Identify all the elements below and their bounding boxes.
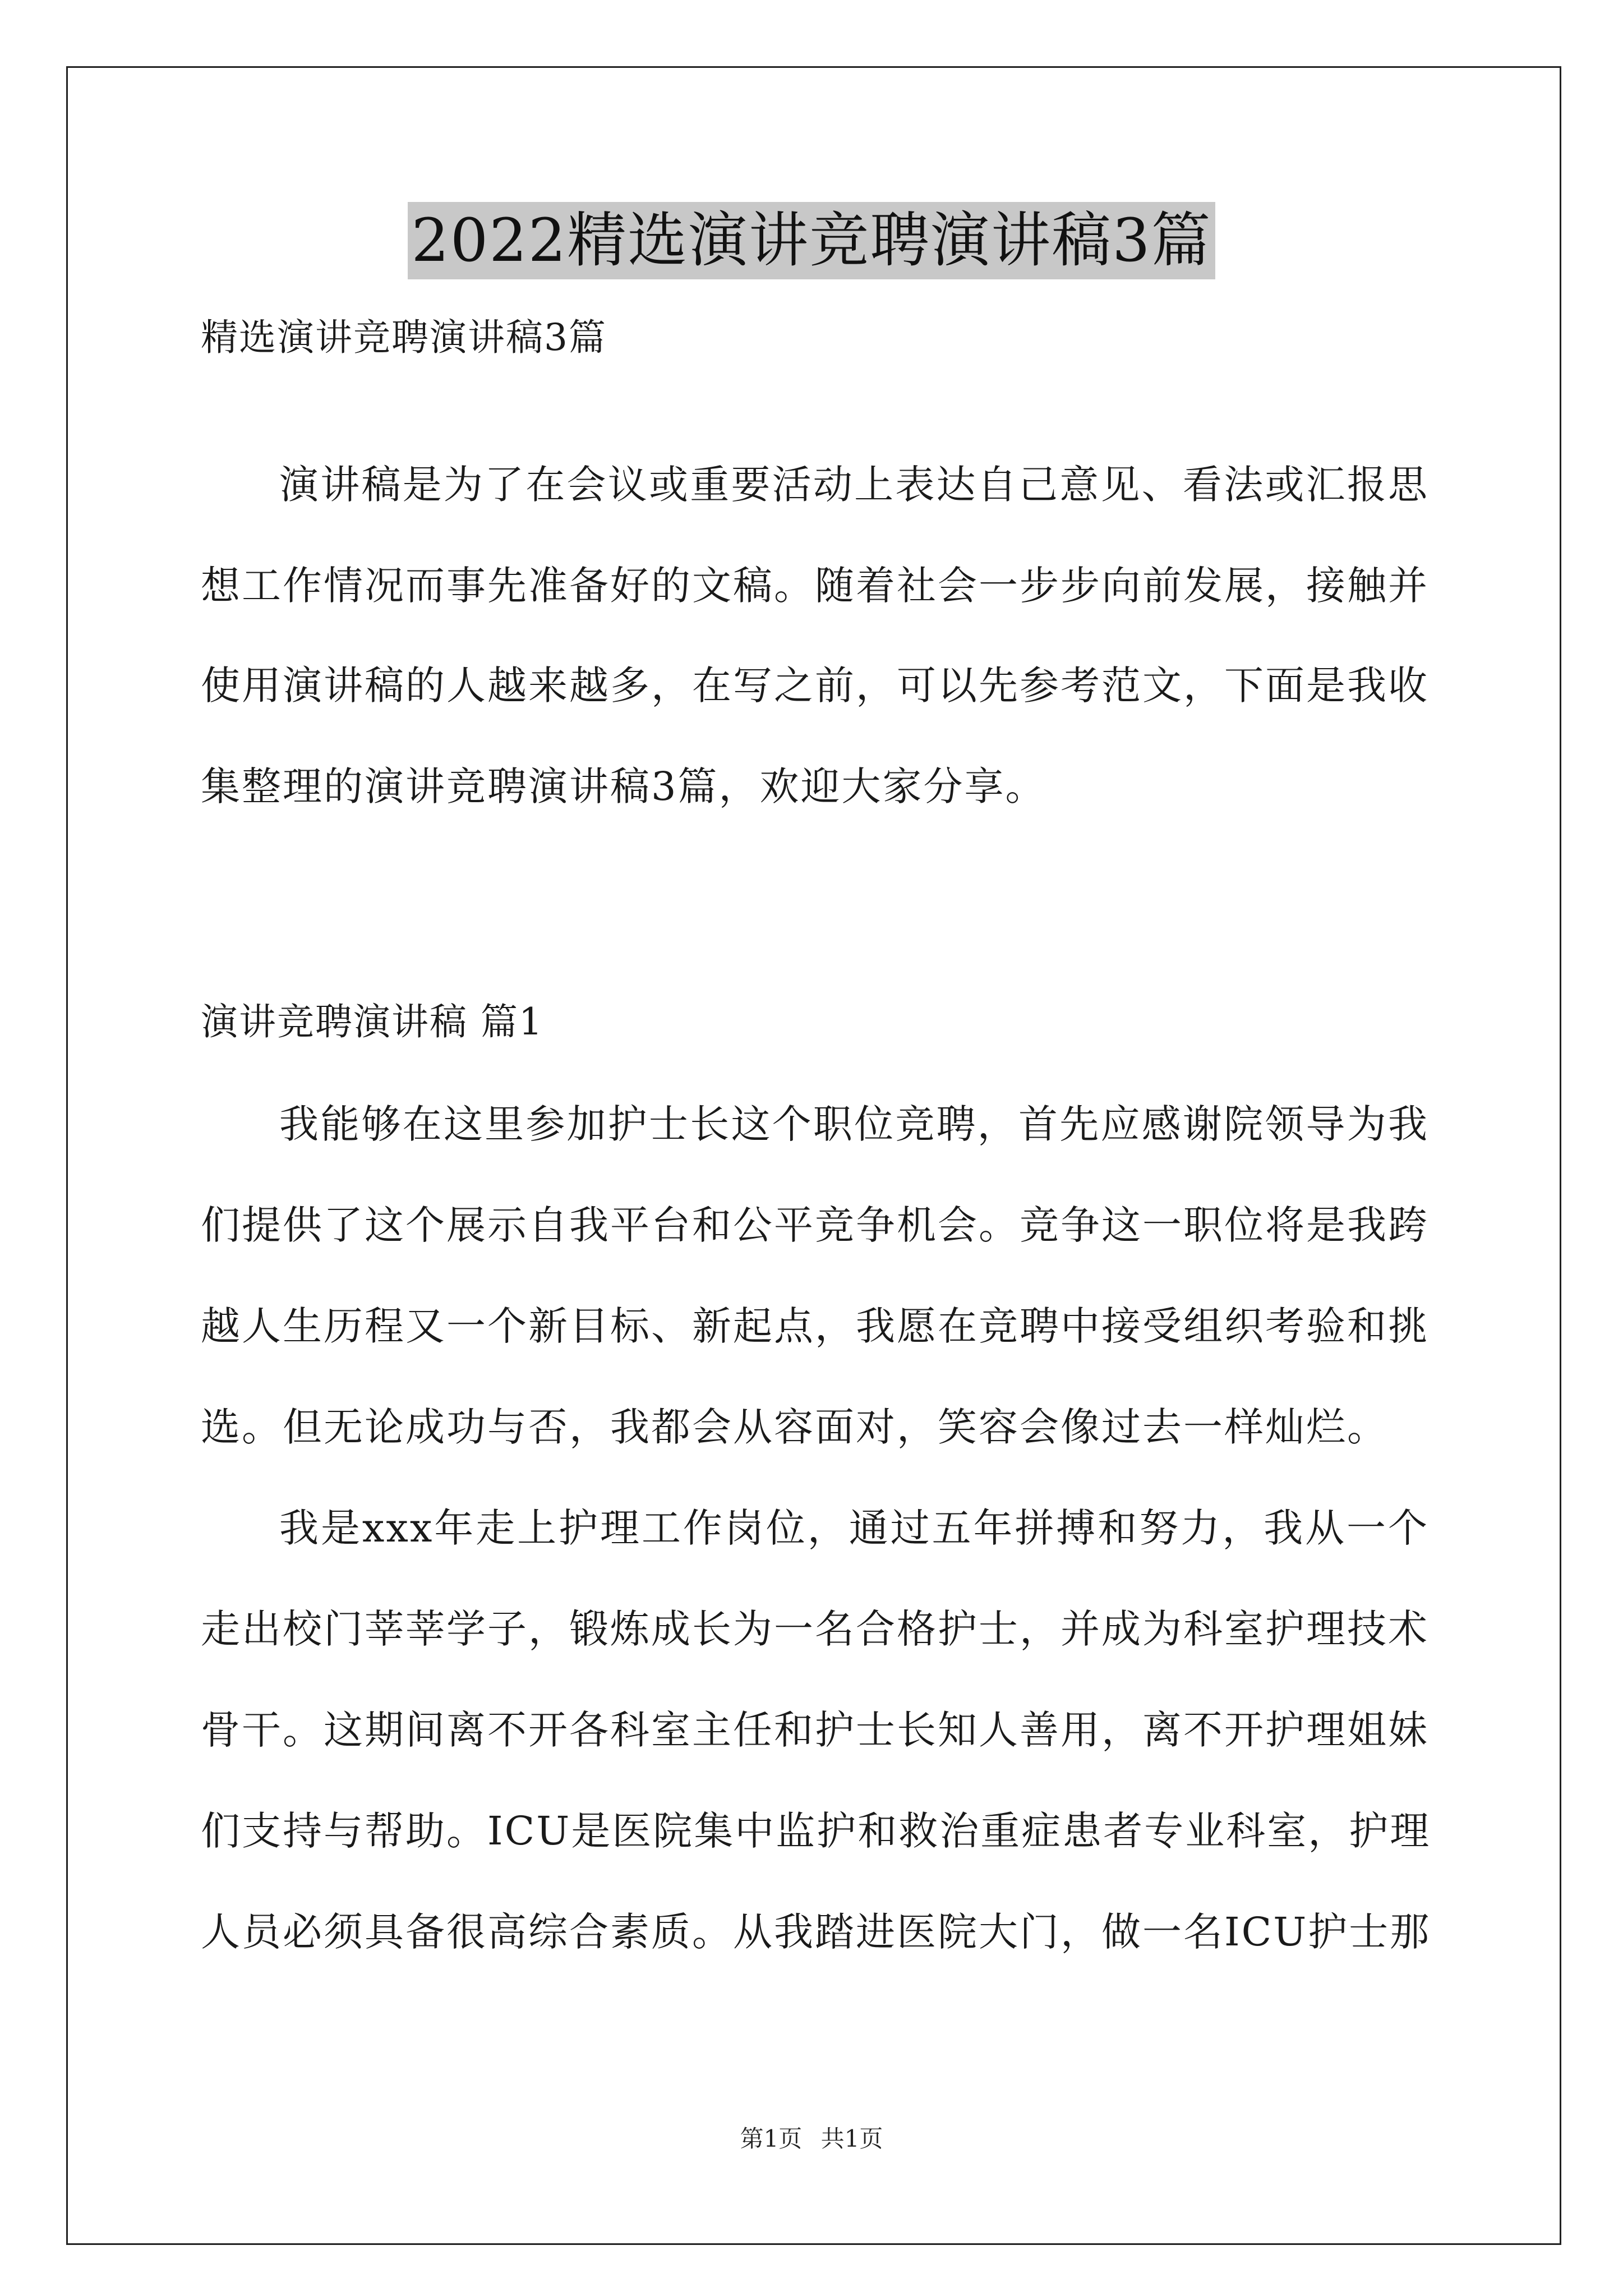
intro-line-3: 使用演讲稿的人越来越多，在写之前，可以先参考范文，下面是我收 [201, 662, 1429, 708]
para1-line-3: 越人生历程又一个新目标、新起点，我愿在竞聘中接受组织考验和挑 [201, 1303, 1429, 1349]
para2-line-1: 我是xxx年走上护理工作岗位，通过五年拼搏和努力，我从一个 [279, 1505, 1429, 1551]
intro-line-2: 想工作情况而事先准备好的文稿。随着社会一步步向前发展，接触并 [201, 563, 1429, 609]
para1-line-4: 选。但无论成功与否，我都会从容面对，笑容会像过去一样灿烂。 [201, 1404, 1388, 1450]
document-subtitle: 精选演讲竞聘演讲稿3篇 [201, 316, 607, 359]
title-container [0, 202, 1623, 279]
page-footer [0, 2120, 1623, 2154]
section-heading-1: 演讲竞聘演讲稿 篇1 [201, 1000, 543, 1043]
document-title: 2022精选演讲竞聘演讲稿3篇 [408, 202, 1215, 279]
para1-line-1: 我能够在这里参加护士长这个职位竞聘，首先应感谢院领导为我 [279, 1101, 1429, 1147]
para1-line-2: 们提供了这个展示自我平台和公平竞争机会。竞争这一职位将是我跨 [201, 1202, 1429, 1248]
intro-line-1: 演讲稿是为了在会议或重要活动上表达自己意见、看法或汇报思 [279, 462, 1429, 508]
para2-line-4: 们支持与帮助。ICU是医院集中监护和救治重症患者专业科室，护理 [201, 1808, 1431, 1854]
para2-line-5: 人员必须具备很高综合素质。从我踏进医院大门，做一名ICU护士那 [201, 1909, 1431, 1955]
page-total: 共1页 [820, 2125, 883, 2152]
para2-line-3: 骨干。这期间离不开各科室主任和护士长知人善用，离不开护理姐妹 [201, 1707, 1429, 1753]
page-number: 第1页 [740, 2125, 803, 2152]
para2-line-2: 走出校门莘莘学子，锻炼成长为一名合格护士，并成为科室护理技术 [201, 1606, 1429, 1652]
intro-line-4: 集整理的演讲竞聘演讲稿3篇，欢迎大家分享。 [201, 763, 1046, 809]
